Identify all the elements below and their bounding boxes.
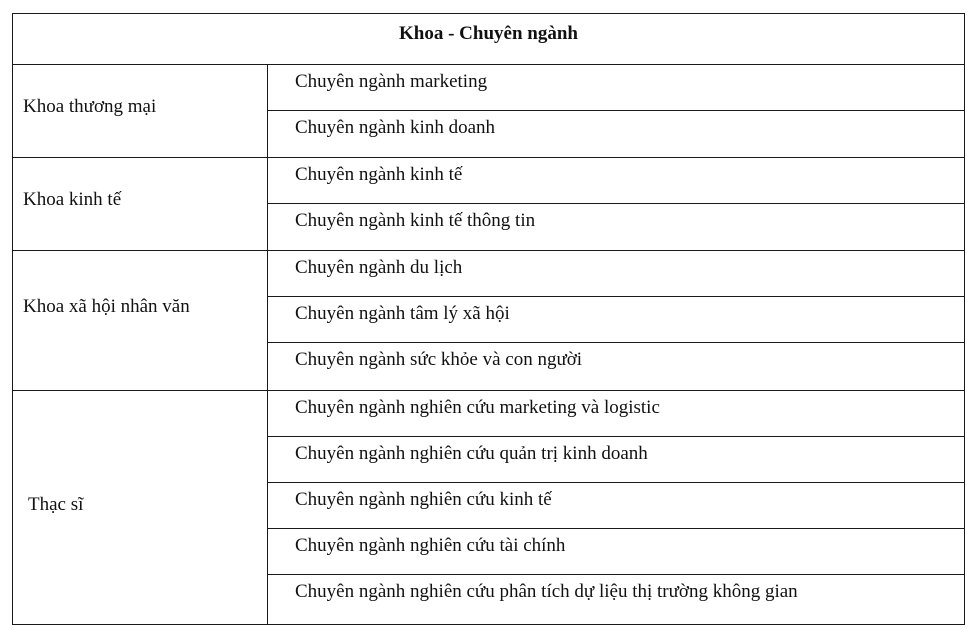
major-row: Chuyên ngành nghiên cứu phân tích dự liệu thị trường không gian [295, 581, 798, 602]
major-row: Chuyên ngành kinh tế thông tin [295, 210, 536, 231]
major-row: Chuyên ngành du lịch [268, 251, 964, 297]
group-thuong-mai [13, 65, 964, 158]
faculty-label: Khoa xã hội nhân văn [23, 295, 190, 317]
faculty-cell [13, 251, 268, 390]
group-kinh-te [13, 158, 964, 251]
major-row: Chuyên ngành kinh doanh [295, 117, 496, 138]
faculty-cell [13, 158, 268, 250]
group-xa-hoi-nhan-van [13, 251, 964, 391]
major-list [268, 65, 964, 157]
group-thac-si [13, 391, 964, 624]
faculty-label: Khoa kinh tế [23, 189, 122, 210]
major-row: Chuyên ngành kinh tế [268, 158, 964, 204]
faculty-label: Thạc sĩ [28, 493, 84, 515]
major-row: Chuyên ngành sức khỏe và con người [295, 349, 583, 370]
table-header: Khoa - Chuyên ngành [13, 14, 964, 65]
major-list [268, 391, 964, 624]
major-row: Chuyên ngành tâm lý xã hội [268, 297, 964, 343]
major-list [268, 251, 964, 390]
major-list [268, 158, 964, 250]
major-row: Chuyên ngành nghiên cứu tài chính [268, 529, 964, 575]
major-row: Chuyên ngành nghiên cứu marketing và logistic [268, 391, 964, 437]
faculty-major-table [12, 13, 965, 625]
major-row: Chuyên ngành nghiên cứu quản trị kinh doanh [268, 437, 964, 483]
major-row: Chuyên ngành marketing [268, 65, 964, 111]
faculty-cell [13, 391, 268, 624]
faculty-cell [13, 65, 268, 157]
major-row: Chuyên ngành nghiên cứu kinh tế [268, 483, 964, 529]
faculty-label: Khoa thương mại [23, 96, 157, 117]
